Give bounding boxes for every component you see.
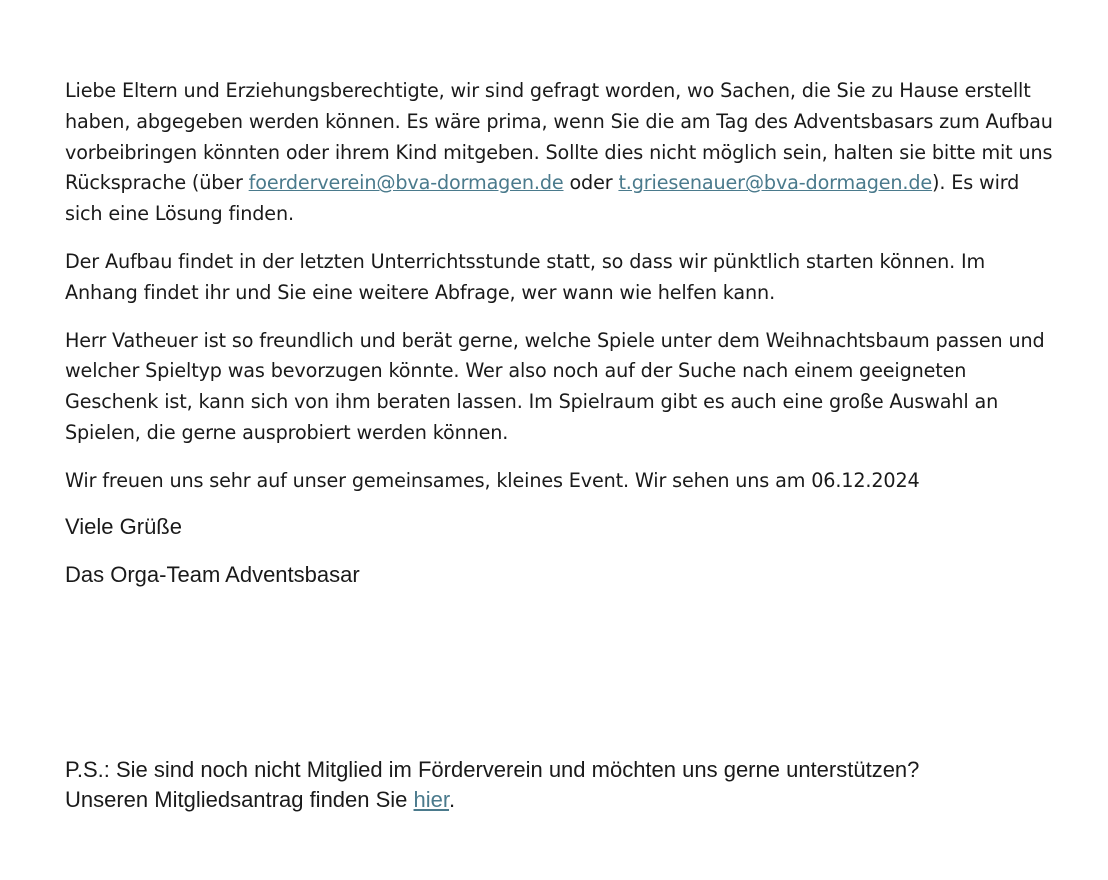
paragraph-closing: Wir freuen uns sehr auf unser gemeinsames, kleines Event. Wir sehen uns am 06.12.2024 [65,468,920,492]
postscript-line-1: P.S.: Sie sind noch nicht Mitglied im Förderverein und möchten uns gerne unterstützen? [65,757,920,782]
postscript-line-2-end: . [449,787,456,812]
postscript-line-2-text: Unseren Mitgliedsantrag finden Sie [65,787,414,812]
paragraph-intro-text-mid: oder [563,171,619,195]
email-link-griesenauer[interactable]: t.griesenauer@bva-dormagen.de [618,171,933,195]
postscript-line-2 [65,785,1065,815]
email-link-foerderverein[interactable]: foerderverein@bva-dormagen.de [248,171,564,195]
letter-body [65,76,1055,610]
paragraph-intro [65,76,1055,230]
postscript [65,755,1065,815]
paragraph-games: Herr Vatheuer ist so freundlich und berät gerne, welche Spiele unter dem Weihnachtsbaum passen und welcher Spieltyp was bevorzugen könnte. Wer also noch auf der Suche nach einem geeigneten Geschenk ist, kann sich von ihm beraten lassen. Im Spielraum gibt es auch eine große Auswahl an Spielen, die gerne ausprobiert werden können. [65,328,1045,444]
signature: Das Orga-Team Adventsbasar [65,561,360,587]
paragraph-setup: Der Aufbau findet in der letzten Unterrichtsstunde statt, so dass wir pünktlich starten können. Im Anhang findet ihr und Sie eine weitere Abfrage, wer wann wie helfen kann. [65,249,986,304]
greeting: Viele Grüße [65,513,182,539]
paragraph-intro-text-after: ). Es wird sich eine Lösung finden. [65,171,1020,226]
membership-form-link[interactable]: hier [413,787,450,812]
paragraph-intro-text-before: Liebe Eltern und Erziehungsberechtigte, wir sind gefragt worden, wo Sachen, die Sie zu Hause erstellt haben, abgegeben werden können. Es wäre prima, wenn Sie die am Tag des Adventsbasars zum Aufbau vorbeibringen könnten oder ihrem Kind mitgeben. Sollte dies nicht möglich sein, halten sie bitte mit uns Rücksprache (über [65,79,1053,195]
